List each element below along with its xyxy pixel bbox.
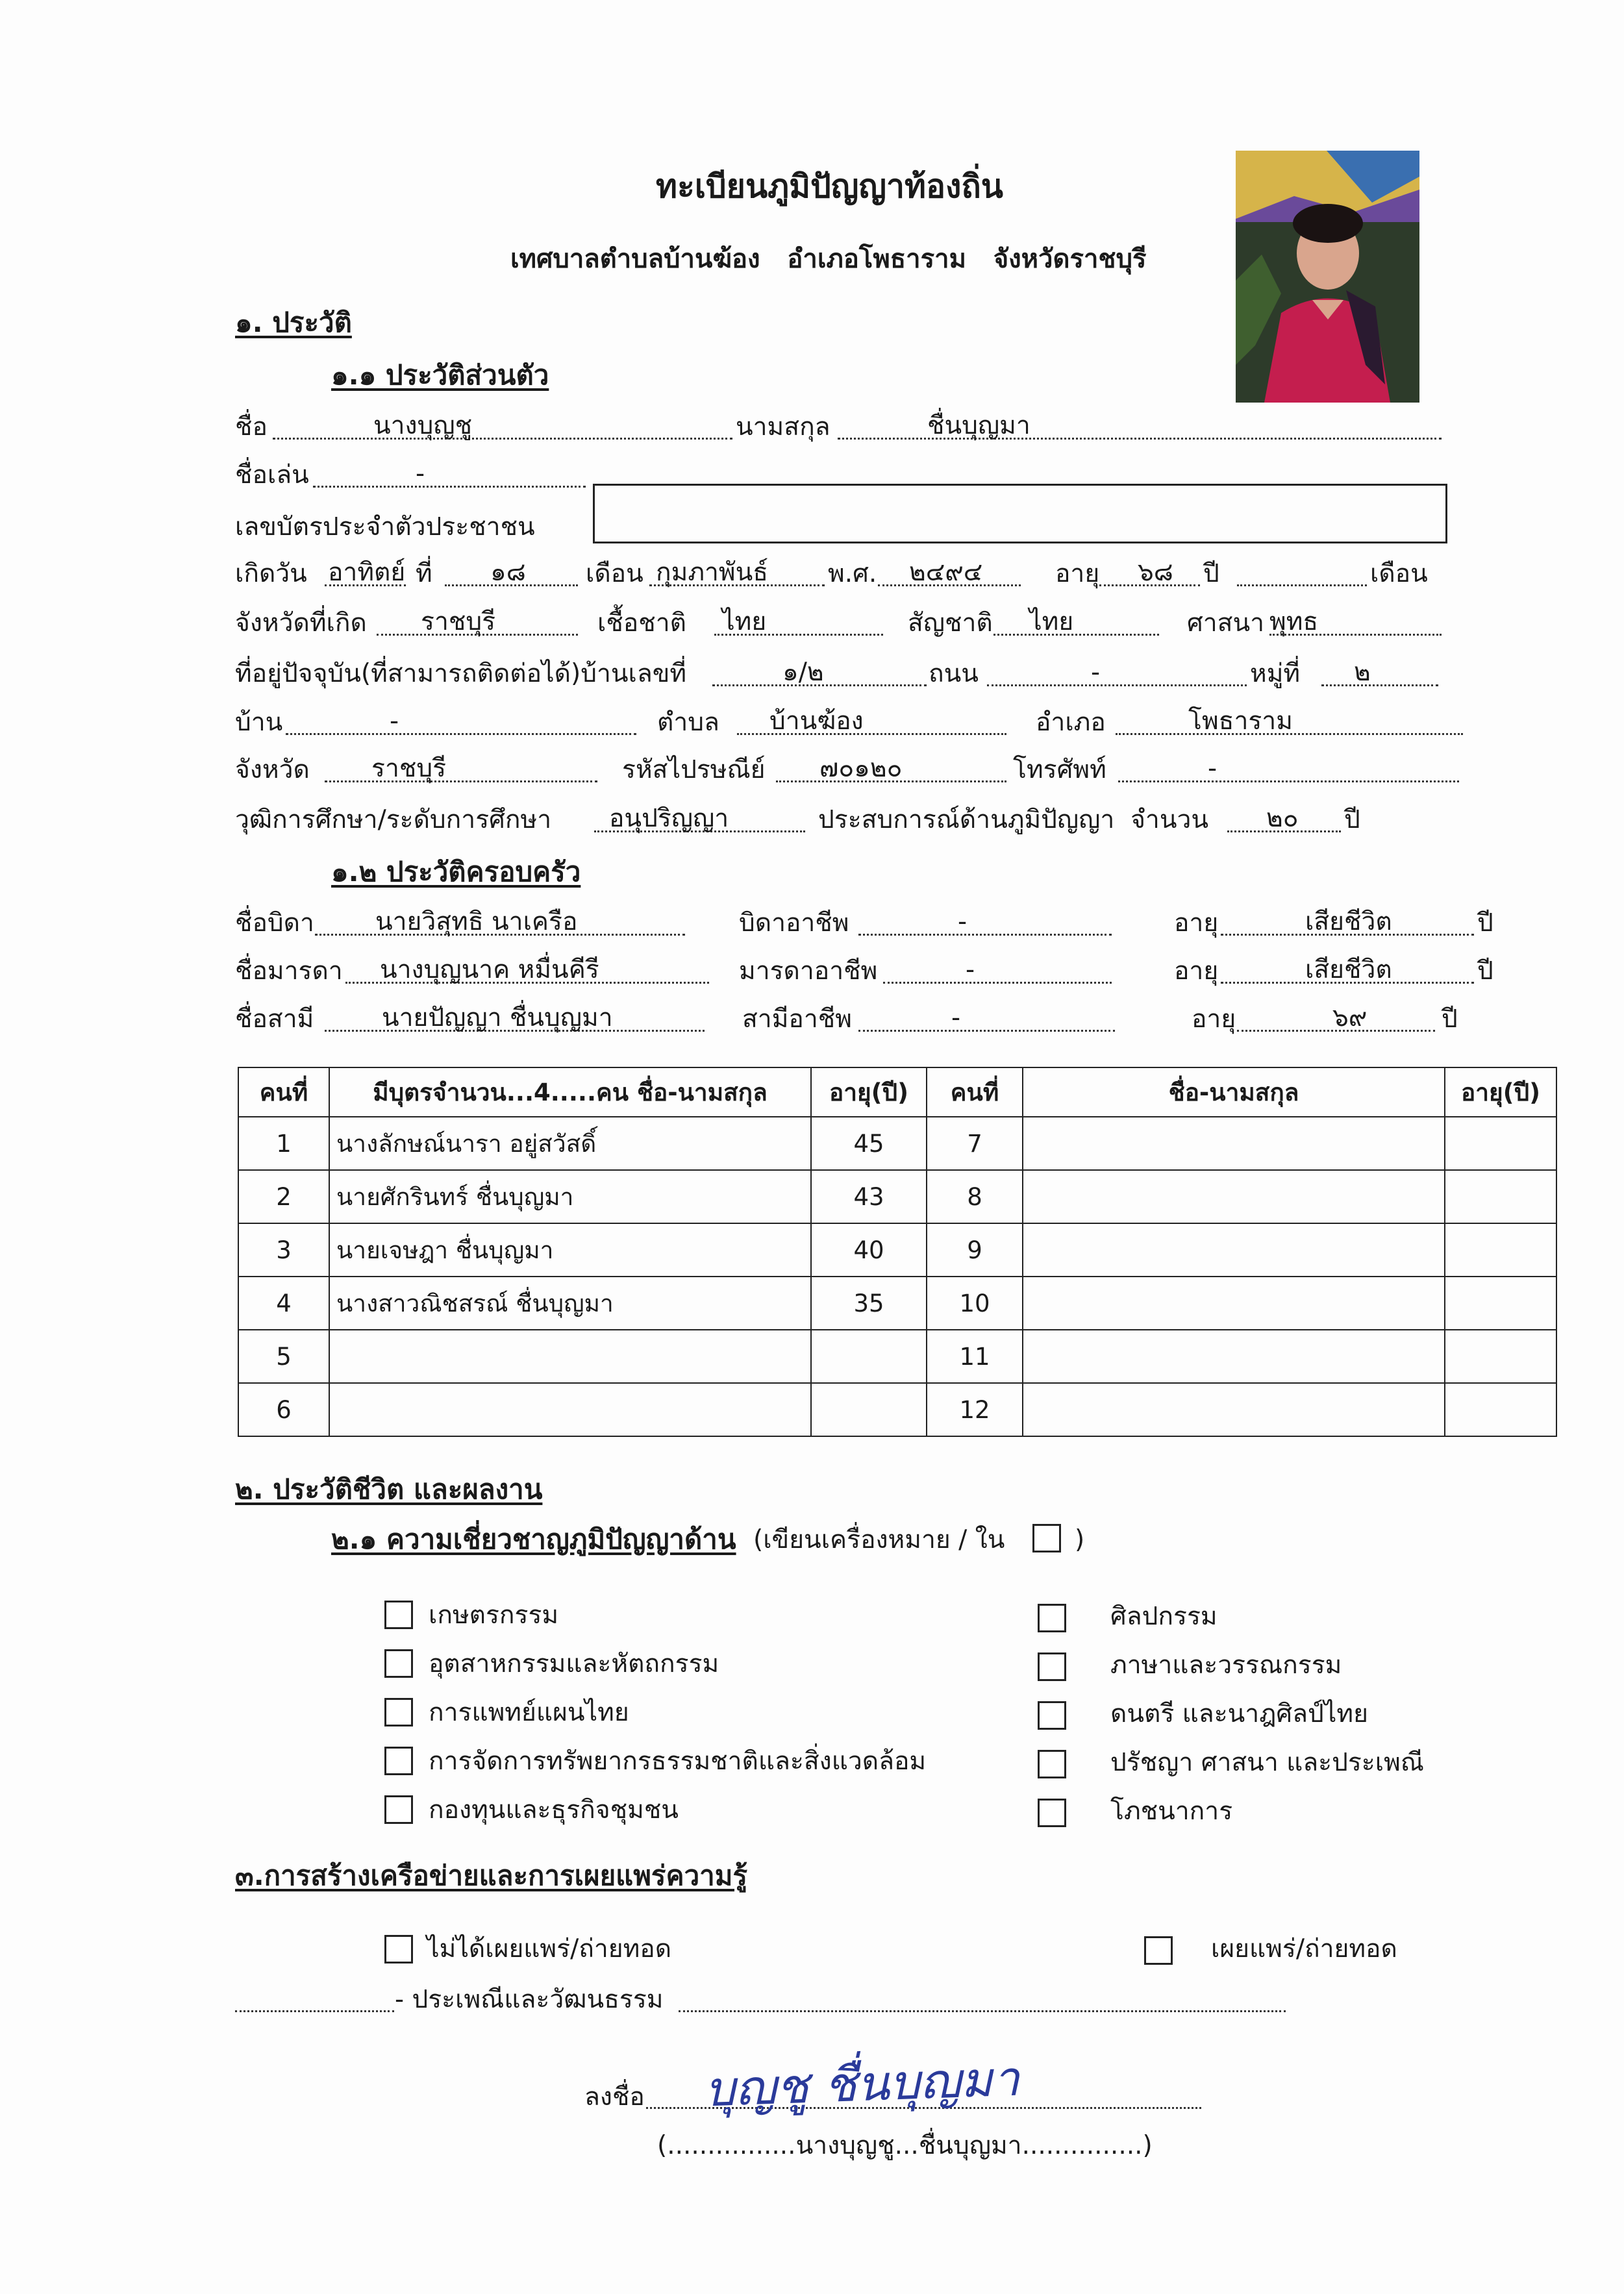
- nation-label: สัญชาติ: [908, 608, 993, 638]
- nation-line: [993, 634, 1159, 636]
- section-1-2-heading: ๑.๒ ประวัติครอบครัว: [331, 856, 581, 888]
- cell-age-2: [1445, 1383, 1556, 1436]
- checkbox-disseminated[interactable]: [1144, 1936, 1173, 1965]
- cell-name-2: [1023, 1223, 1445, 1277]
- age-month-unit: เดือน: [1370, 559, 1428, 588]
- bday-value: อาทิตย์: [328, 558, 406, 587]
- checkbox-natural-resources[interactable]: [384, 1747, 413, 1775]
- printed-name-close: ...............): [1021, 2131, 1153, 2160]
- label-nutrition: โภชนาการ: [1110, 1797, 1233, 1826]
- education-label: วุฒิการศึกษา/ระดับการศึกษา: [235, 805, 552, 834]
- label-industry-handicraft: อุตสาหกรรมและหัตถกรรม: [429, 1649, 719, 1678]
- col-header-no-2: คนที่: [927, 1067, 1023, 1117]
- cell-age-2: [1445, 1277, 1556, 1330]
- col-header-no: คนที่: [238, 1067, 329, 1117]
- cell-name: [329, 1383, 811, 1436]
- day-value: ๑๘: [490, 558, 526, 587]
- spouse-job-label: สามีอาชีพ: [742, 1004, 852, 1034]
- cell-no-2: 9: [927, 1223, 1023, 1277]
- col-header-age-2: อายุ(ปี): [1445, 1067, 1556, 1117]
- surname-label: นามสกุล: [736, 412, 831, 442]
- table-row: [238, 1170, 1556, 1223]
- spouse-age-value: ๖๙: [1332, 1003, 1368, 1032]
- checkbox-instruction: (เขียนเครื่องหมาย / ใน: [753, 1525, 1005, 1554]
- father-value: นายวิสุทธิ นาเครือ: [375, 907, 578, 936]
- table-row: [238, 1383, 1556, 1436]
- phone-label: โทรศัพท์: [1013, 755, 1106, 784]
- cell-no: 4: [238, 1277, 329, 1330]
- month-label: เดือน: [586, 559, 643, 588]
- age-label: อายุ: [1055, 559, 1100, 588]
- road-line: [987, 684, 1247, 686]
- mother-job-value: -: [966, 955, 975, 984]
- moo-label: หมู่ที่: [1250, 659, 1301, 688]
- cell-name: นางสาวณิชสรณ์ ชื่นบุญมา: [329, 1277, 811, 1330]
- cell-no: 5: [238, 1330, 329, 1383]
- spouse-value: นายปัญญา ชื่นบุญมา: [382, 1003, 613, 1032]
- checkbox-instruction-close: ): [1075, 1525, 1085, 1554]
- cell-name-2: [1023, 1277, 1445, 1330]
- amphoe-label: อำเภอ: [1036, 708, 1106, 737]
- month-value: กุมภาพันธ์: [656, 558, 769, 587]
- year-value: ๒๔๙๔: [909, 558, 983, 587]
- zip-label: รหัสไปรษณีย์: [622, 755, 766, 784]
- label-philosophy-religion: ปรัชญา ศาสนา และประเพณี: [1110, 1748, 1424, 1777]
- cell-no-2: 8: [927, 1170, 1023, 1223]
- section-3-heading: ๓.การสร้างเครือข่ายและการเผยแพร่ความรู้: [235, 1860, 747, 1891]
- col-header-age: อายุ(ปี): [811, 1067, 927, 1117]
- experience-label: ประสบการณ์ด้านภูมิปัญญา จำนวน: [818, 805, 1209, 834]
- portrait-photo: [1236, 151, 1419, 403]
- surname-value: ชื่นบุญมา: [927, 411, 1031, 440]
- cell-name: นายศักรินทร์ ชื่นบุญมา: [329, 1170, 811, 1223]
- road-value: -: [1091, 658, 1101, 687]
- table-row: [238, 1277, 1556, 1330]
- checkbox-not-disseminated[interactable]: [384, 1935, 413, 1964]
- id-label: เลขบัตรประจำตัวประชาชน: [235, 512, 535, 542]
- table-row: [238, 1223, 1556, 1277]
- checkbox-philosophy-religion[interactable]: [1038, 1750, 1066, 1778]
- tambon-value: บ้านฆ้อง: [769, 706, 864, 736]
- label-agriculture: เกษตรกรรม: [429, 1601, 559, 1630]
- table-row: [238, 1117, 1556, 1170]
- province-label: จังหวัด: [235, 755, 310, 784]
- mother-value: นางบุญนาค หมื่นคีรี: [380, 955, 599, 984]
- label-natural-resources: การจัดการทรัพยากรธรรมชาติและสิ่งแวดล้อม: [429, 1747, 927, 1776]
- topic-text: - ประเพณีและวัฒนธรรม: [395, 1985, 664, 2014]
- religion-label: ศาสนา: [1187, 608, 1265, 638]
- checkbox-fine-arts[interactable]: [1038, 1604, 1066, 1632]
- mother-age-unit: ปี: [1477, 956, 1493, 986]
- page-title: ทะเบียนภูมิปัญญาท้องถิ่น: [656, 168, 1003, 205]
- bday-label: เกิดวัน: [235, 559, 307, 588]
- name-label: ชื่อ: [235, 412, 268, 442]
- year-label: พ.ศ.: [828, 559, 877, 588]
- label-not-disseminated: ไม่ได้เผยแพร่/ถ่ายทอด: [427, 1934, 672, 1964]
- topic-line-prefix: [235, 2010, 394, 2012]
- father-age-value: เสียชีวิต: [1305, 907, 1392, 936]
- age-value: ๖๘: [1138, 558, 1173, 587]
- table-row: [238, 1330, 1556, 1383]
- address-label: ที่อยู่ปัจจุบัน(ที่สามารถติดต่อได้)บ้านเลขที่: [235, 659, 687, 688]
- nickname-label: ชื่อเล่น: [235, 460, 309, 490]
- spouse-label: ชื่อสามี: [235, 1004, 314, 1034]
- nickname-value: -: [416, 459, 425, 488]
- age-year-unit: ปี: [1203, 559, 1219, 588]
- label-music-dance: ดนตรี และนาฎศิลป์ไทย: [1110, 1699, 1368, 1728]
- children-table: [238, 1067, 1557, 1437]
- checkbox-agriculture[interactable]: [384, 1601, 413, 1629]
- cell-no: 6: [238, 1383, 329, 1436]
- cell-age: [811, 1330, 927, 1383]
- cell-age-2: [1445, 1330, 1556, 1383]
- cell-name: นางลักษณ์นารา อยู่สวัสดิ์: [329, 1117, 811, 1170]
- day-label: ที่: [416, 559, 432, 588]
- cell-age-2: [1445, 1170, 1556, 1223]
- cell-age: 40: [811, 1223, 927, 1277]
- topic-line-suffix: [679, 2010, 1286, 2012]
- cell-age: 35: [811, 1277, 927, 1330]
- section-1-1-heading: ๑.๑ ประวัติส่วนตัว: [331, 359, 549, 391]
- cell-no-2: 11: [927, 1330, 1023, 1383]
- cell-age: 43: [811, 1170, 927, 1223]
- printed-name-text: นางบุญชู...ชื่นบุญมา: [795, 2131, 1022, 2160]
- checkbox-nutrition[interactable]: [1038, 1799, 1066, 1827]
- village-line: [286, 733, 636, 735]
- age-month-line: [1237, 584, 1367, 586]
- cell-no: 1: [238, 1117, 329, 1170]
- zip-value: ๗๐๑๒๐: [819, 754, 903, 783]
- prov-born-label: จังหวัดที่เกิด: [235, 608, 367, 638]
- label-thai-medicine: การแพทย์แผนไทย: [429, 1698, 629, 1727]
- cell-no-2: 7: [927, 1117, 1023, 1170]
- phone-line: [1118, 780, 1459, 782]
- spouse-age-unit: ปี: [1442, 1004, 1458, 1034]
- moo-value: ๒: [1354, 658, 1371, 687]
- cell-name: นายเจษฎา ชื่นบุญมา: [329, 1223, 811, 1277]
- printed-name-open: (................: [657, 2131, 796, 2160]
- cell-no-2: 12: [927, 1383, 1023, 1436]
- cell-no: 2: [238, 1170, 329, 1223]
- spouse-job-value: -: [951, 1003, 961, 1032]
- label-language-literature: ภาษาและวรรณกรรม: [1110, 1651, 1342, 1680]
- section-2-heading: ๒. ประวัติชีวิต และผลงาน: [235, 1473, 543, 1505]
- mother-age-value: เสียชีวิต: [1305, 955, 1392, 984]
- amphoe-value: โพธาราม: [1188, 706, 1293, 736]
- cell-no: 3: [238, 1223, 329, 1277]
- province-line: [325, 780, 597, 782]
- experience-value: ๒๐: [1266, 804, 1299, 833]
- checkbox-thai-medicine[interactable]: [384, 1698, 413, 1727]
- nation-value: ไทย: [1029, 607, 1074, 636]
- cell-name-2: [1023, 1117, 1445, 1170]
- table-header-row: [238, 1067, 1556, 1117]
- handwritten-signature: บุญชู ชื่นบุญมา: [703, 2051, 1021, 2118]
- religion-value: พุทธ: [1269, 607, 1319, 636]
- label-fine-arts: ศิลปกรรม: [1110, 1602, 1218, 1631]
- section-1-heading: ๑. ประวัติ: [235, 306, 352, 338]
- prov-born-value: ราชบุรี: [421, 607, 496, 636]
- spouse-job-line: [858, 1030, 1115, 1032]
- checkbox-community-fund[interactable]: [384, 1795, 413, 1824]
- cell-no-2: 10: [927, 1277, 1023, 1330]
- race-value: ไทย: [722, 607, 767, 636]
- education-value: อนุปริญญา: [609, 804, 729, 833]
- id-number-box[interactable]: [593, 484, 1447, 543]
- cell-age: [811, 1383, 927, 1436]
- village-value: -: [390, 706, 399, 736]
- nickname-line: [313, 486, 586, 488]
- father-label: ชื่อบิดา: [235, 908, 314, 938]
- province-value: ราชบุรี: [371, 754, 447, 783]
- name-line: [273, 438, 732, 440]
- mother-label: ชื่อมารดา: [235, 956, 343, 986]
- signature-label: ลงชื่อ: [584, 2082, 645, 2112]
- mother-job-line: [883, 982, 1112, 984]
- father-job-label: บิดาอาชีพ: [739, 908, 849, 938]
- father-age-unit: ปี: [1477, 908, 1493, 938]
- label-disseminated: เผยแพร่/ถ่ายทอด: [1211, 1934, 1397, 1964]
- name-value: นางบุญชู: [373, 411, 473, 440]
- cell-name-2: [1023, 1170, 1445, 1223]
- printed-name: [657, 2133, 1153, 2158]
- moo-line: [1321, 684, 1438, 686]
- col-header-name: มีบุตรจำนวน...4.....คน ชื่อ-นามสกุล: [329, 1067, 811, 1117]
- father-age-label: อายุ: [1174, 908, 1219, 938]
- road-label: ถนน: [929, 659, 979, 688]
- cell-name: [329, 1330, 811, 1383]
- address-value: ๑/๒: [782, 658, 824, 687]
- instruction-checkbox-sample: [1032, 1524, 1061, 1552]
- father-job-value: -: [958, 907, 968, 936]
- mother-age-label: อายุ: [1174, 956, 1219, 986]
- tambon-label: ตำบล: [657, 708, 719, 737]
- cell-age: 45: [811, 1117, 927, 1170]
- phone-value: -: [1208, 754, 1218, 783]
- checkbox-language-literature[interactable]: [1038, 1652, 1066, 1681]
- experience-unit: ปี: [1344, 805, 1360, 834]
- mother-job-label: มารดาอาชีพ: [739, 956, 878, 986]
- section-2-1-heading: ๒.๑ ความเชี่ยวชาญภูมิปัญญาด้าน: [331, 1523, 736, 1555]
- page-subtitle: เทศบาลตำบลบ้านฆ้อง อำเภอโพธาราม จังหวัดราชบุรี: [510, 244, 1147, 274]
- cell-age-2: [1445, 1223, 1556, 1277]
- label-community-fund: กองทุนและธุรกิจชุมชน: [429, 1795, 679, 1825]
- cell-name-2: [1023, 1330, 1445, 1383]
- col-header-name-2: ชื่อ-นามสกุล: [1023, 1067, 1445, 1117]
- cell-name-2: [1023, 1383, 1445, 1436]
- checkbox-industry-handicraft[interactable]: [384, 1649, 413, 1678]
- cell-age-2: [1445, 1117, 1556, 1170]
- race-label: เชื้อชาติ: [597, 608, 686, 638]
- father-job-line: [858, 934, 1112, 936]
- spouse-age-label: อายุ: [1192, 1004, 1236, 1034]
- village-label: บ้าน: [235, 708, 283, 737]
- checkbox-music-dance[interactable]: [1038, 1701, 1066, 1730]
